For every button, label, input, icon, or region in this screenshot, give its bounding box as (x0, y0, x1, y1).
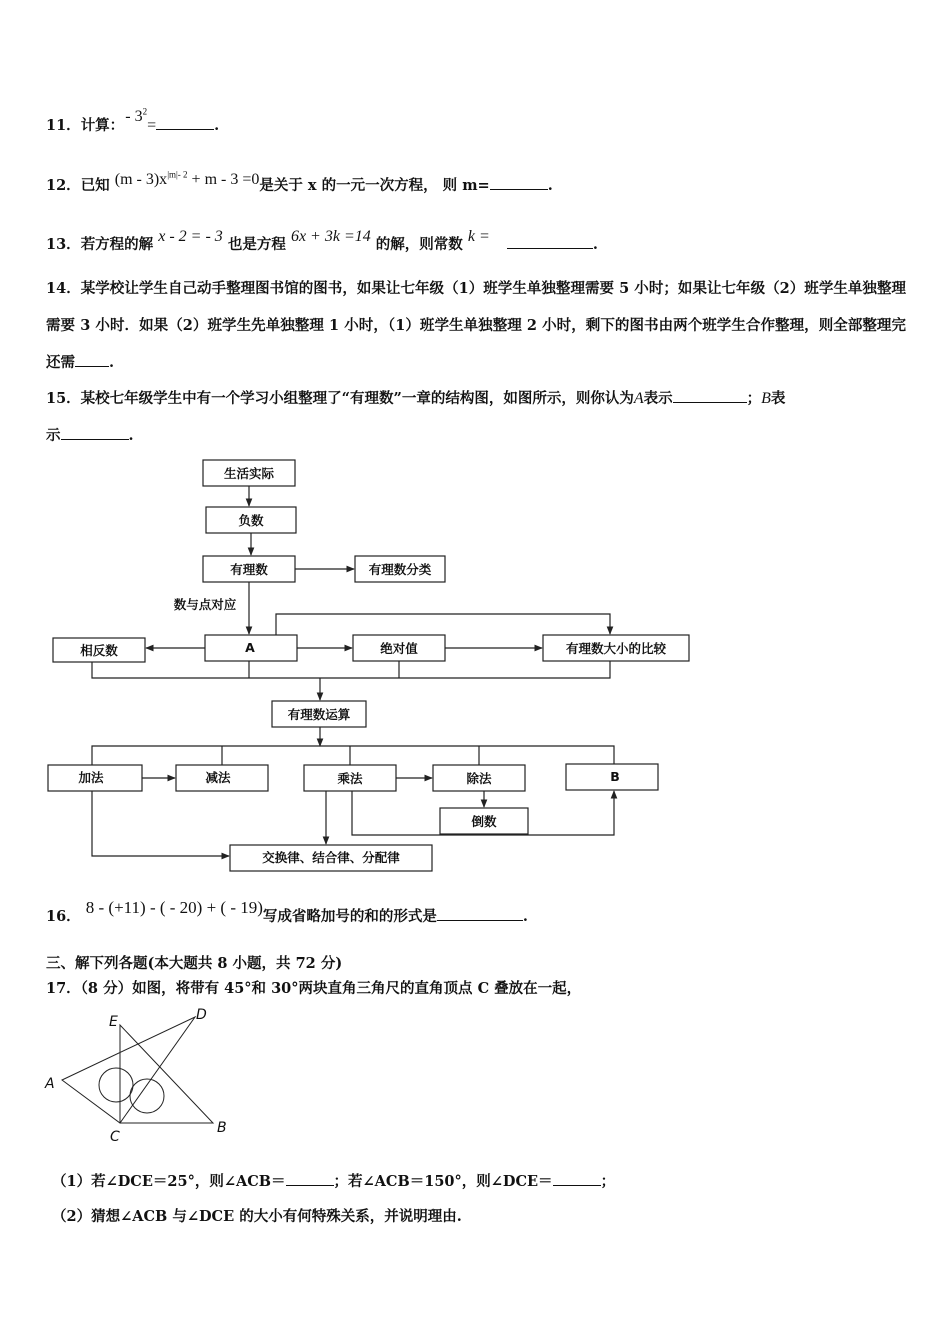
q16-text: 写成省略加号的和的形式是 (262, 908, 437, 925)
q15-answer-A-blank[interactable] (673, 390, 747, 403)
q12-equation: $(m - 3)x^{|m|- 2} + m - 3 =0$ (114, 169, 260, 188)
label-D: D (196, 1007, 207, 1023)
label-laws: 交换律、结合律、分配律 (262, 850, 400, 865)
label-ops: 有理数运算 (287, 707, 351, 722)
label-div: 除法 (466, 771, 492, 786)
label-reciprocal: 倒数 (471, 814, 497, 829)
box-add (48, 765, 142, 791)
q17-part-1 (52, 1170, 615, 1191)
q13-text-3: 的解，则常数 (375, 236, 463, 253)
label-B: B (610, 769, 620, 784)
q16-end: . (522, 908, 528, 925)
question-17: 17．（8 分）如图，将带有 45°和 30°两块直角三角尺的直角顶点 C 叠放在一起， (46, 980, 582, 997)
label-classify: 有理数分类 (368, 562, 432, 577)
q11-end: . (214, 117, 220, 134)
box-compare (543, 635, 689, 661)
label-opposite: 相反数 (80, 643, 118, 658)
q17-part-1-text-a: （1）若∠DCE＝25°，则∠ACB＝ (52, 1173, 286, 1190)
q15-answer-B-blank[interactable] (61, 427, 129, 440)
box-abs (353, 635, 445, 661)
q15-end: . (128, 427, 134, 444)
question-14 (46, 270, 906, 381)
label-C: C (110, 1129, 120, 1145)
question-13 (46, 228, 598, 254)
q15-separator: ； (746, 390, 762, 407)
q13-text-1: 若方程的解 (80, 236, 154, 253)
box-rational (203, 556, 295, 582)
label-add: 加法 (78, 770, 104, 785)
section-3-heading: 三、解下列各题(本大题共 8 小题，共 72 分) (46, 955, 343, 972)
q17-triangle-figure (62, 1017, 213, 1123)
q12-end: . (547, 177, 553, 194)
box-negative (206, 507, 296, 533)
q14-text: 14．某学校让学生自己动手整理图书馆的图书，如果让七年级（1）班学生单独整理需要 5 小时；如果让七年级（2）班学生单独整理需要 3 小时．如果（2）班学生先单独整理 1 小时，（1）班学生单独整理 2 小时，剩下的图书由两个班学生合作整理，则全部整理完还需 (46, 280, 906, 371)
q13-equation-2: 6x + 3k =14 (290, 228, 371, 245)
q14-answer-blank[interactable] (75, 354, 109, 367)
label-point: 数与点对应 (173, 597, 237, 612)
q13-end: . (592, 236, 598, 253)
q11-equals: = (147, 117, 157, 134)
q12-answer-blank[interactable] (490, 177, 548, 190)
box-life (203, 460, 295, 486)
q12-number: 12． (46, 177, 81, 194)
label-A: A (245, 640, 255, 655)
label-compare: 有理数大小的比较 (565, 641, 667, 656)
box-sub (176, 765, 268, 791)
q16-expression: 8 - (+11) - ( - 20) + ( - 19) (85, 898, 263, 917)
box-opposite (53, 638, 145, 662)
q13-answer-blank[interactable] (507, 236, 593, 249)
question-12 (46, 169, 553, 195)
label-B-vertex: B (217, 1120, 227, 1136)
label-rational: 有理数 (230, 562, 268, 577)
q17-part-1-end: ； (600, 1173, 616, 1190)
q17-part-2: （2）猜想∠ACB 与∠DCE 的大小有何特殊关系，并说明理由. (52, 1208, 462, 1225)
q11-label: 计算： (80, 117, 125, 134)
question-11 (46, 106, 220, 135)
q12-text: 是关于 x 的一元一次方程， 则 m= (259, 177, 490, 194)
q13-number: 13． (46, 236, 81, 253)
box-classify (355, 556, 445, 582)
q12-label: 已知 (80, 177, 110, 194)
box-laws (230, 845, 432, 871)
q13-k: k = (467, 228, 490, 245)
label-negative: 负数 (238, 513, 264, 528)
label-E: E (109, 1014, 118, 1030)
q15-B: B (761, 390, 771, 407)
q15-text-2: 表示 (643, 390, 673, 407)
q16-number: 16． (46, 908, 81, 925)
q15-A: A (633, 390, 644, 407)
q15-text-4: 示 (46, 427, 61, 444)
question-15 (46, 380, 906, 454)
label-sub: 减法 (205, 770, 231, 785)
q13-text-2: 也是方程 (227, 236, 286, 253)
box-div (433, 765, 525, 791)
q14-end: . (109, 354, 115, 371)
q16-answer-blank[interactable] (437, 908, 523, 921)
label-A-vertex: A (45, 1076, 55, 1092)
q17-answer-1-blank[interactable] (286, 1173, 334, 1186)
q13-equation-1: x - 2 = - 3 (158, 228, 223, 245)
box-A (205, 635, 297, 661)
q15-text-3: 表 (770, 390, 786, 407)
q17-part-1-text-b: ；若∠ACB＝150°，则∠DCE＝ (333, 1173, 553, 1190)
q11-answer-blank[interactable] (156, 117, 214, 130)
label-life: 生活实际 (223, 466, 275, 481)
q11-number: 11． (46, 117, 81, 134)
label-abs: 绝对值 (380, 641, 418, 656)
box-B (566, 764, 658, 790)
question-16 (46, 898, 528, 926)
q15-text-1: 15．某校七年级学生中有一个学习小组整理了“有理数”一章的结构图，如图所示，则你认为 (46, 390, 634, 407)
q17-answer-2-blank[interactable] (553, 1173, 601, 1186)
box-mul (304, 765, 396, 791)
box-reciprocal (440, 808, 528, 834)
box-ops (272, 701, 366, 727)
q11-expression: - $3^2$ (125, 106, 148, 125)
label-mul: 乘法 (337, 771, 363, 786)
